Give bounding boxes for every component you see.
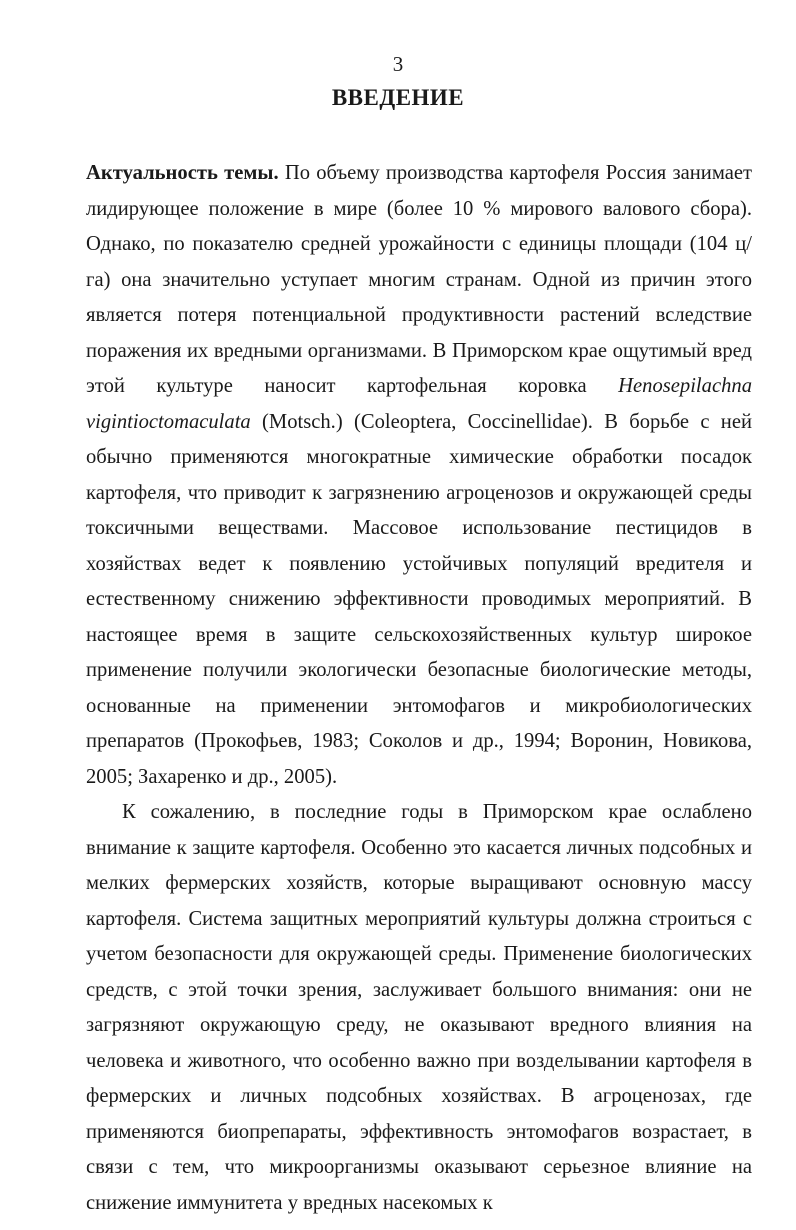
page-title: ВВЕДЕНИЕ <box>331 85 465 110</box>
relevance-lead-in: Актуальность темы. <box>86 162 279 184</box>
paragraph-1-text-part-1: По объему производства картофеля Россия занимает лидирующее положение в мире (более 10 % мирового валового сбора). Однако, по показателю средней урожайности с единицы площади (104 ц/га) она значительно уступает многим странам. Одной из причин этого является потеря потенциальной продуктивности растений вследствие поражения их вредными организмами. В Приморском крае ощутимый вред этой культуре наносит картофельная коровка <box>86 162 752 397</box>
species-name: Henosepilachna vigintioctomaculata <box>86 375 752 433</box>
page-number: 3 <box>392 52 404 76</box>
paragraph-relevance <box>86 156 752 795</box>
body-text <box>86 156 752 1221</box>
paragraph-2: К сожалению, в последние годы в Приморском крае ослаблено внимание к защите картофеля. Особенно это касается личных подсобных и мелких фермерских хозяйств, которые выращивают основную массу картофеля. Система защитных мероприятий культуры должна строиться с учетом безопасности для окружающей среды. Применение биологических средств, с этой точки зрения, заслуживает большого внимания: они не загрязняют окружающую среду, не оказывают вредного влияния на человека и животного, что особенно важно при возделывании картофеля в фермерских и личных подсобных хозяйствах. В агроценозах, где применяются биопрепараты, эффективность энтомофагов возрастает, в связи с тем, что микроорганизмы оказывают серьезное влияние на снижение иммунитета у вредных насекомых к <box>86 801 752 1214</box>
paragraph-1-text-part-2: (Motsch.) (Coleoptera, Coccinellidae). В борьбе с ней обычно применяются многократные химические обработки посадок картофеля, что приводит к загрязнению агроценозов и окружающей среды токсичными веществами. Массовое использование пестицидов в хозяйствах ведет к появлению устойчивых популяций вредителя и естественному снижению эффективности проводимых мероприятий. В настоящее время в защите сельскохозяйственных культур широкое применение получили экологически безопасные биологические методы, основанные на применении энтомофагов и микробиологических препаратов (Прокофьев, 1983; Соколов и др., 1994; Воронин, Новикова, 2005; Захаренко и др., 2005). <box>86 410 752 788</box>
